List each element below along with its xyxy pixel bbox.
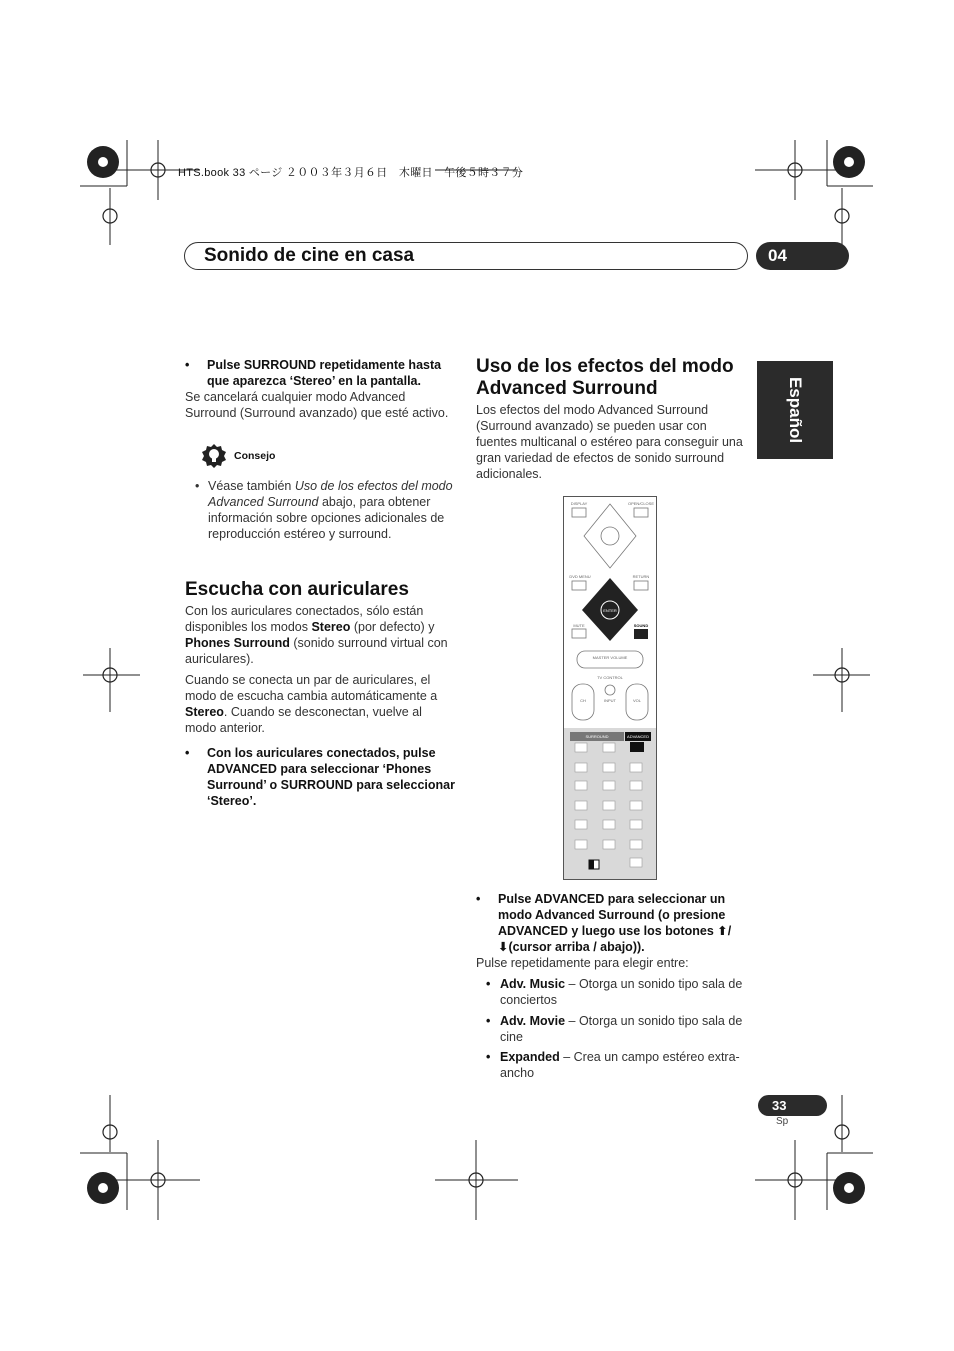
- p1-text-2: (por defecto) y: [350, 620, 435, 634]
- page-number: 33: [758, 1095, 827, 1116]
- remote-sound-label: SOUND: [633, 623, 649, 628]
- tip-italic-ref: Uso de los efectos del modo Advanced Surround: [208, 479, 453, 509]
- remote-enter-label: ENTER: [603, 608, 617, 613]
- headphones-instruction: • Con los auriculares conectados, pulse ADVANCED para seleccionar ‘Phones Surround’ o SURROUND para seleccionar ‘Stereo’.: [185, 746, 455, 808]
- tip-prefix: Véase también: [208, 479, 295, 493]
- headphones-instruction-text: Con los auriculares conectados, pulse ADVANCED para seleccionar ‘Phones Surround’ o SURROUND para seleccionar ‘Stereo’.: [207, 746, 455, 808]
- language-tab: [757, 361, 833, 459]
- option-desc: – Crea un campo estéreo extra-ancho: [500, 1050, 740, 1080]
- section-heading-advanced: Uso de los efectos del modo Advanced Surround: [476, 356, 734, 399]
- advanced-intro: Los efectos del modo Advanced Surround (Surround avanzado) se pueden usar con fuentes multicanal o estéreo para conseguir una gran variedad de efectos de sonido surround adicionales.: [476, 403, 743, 481]
- option-desc: – Otorga un sonido tipo sala de conciertos: [500, 977, 743, 1007]
- list-item: • Adv. Music – Otorga un sonido tipo sala de conciertos: [486, 977, 743, 1007]
- remote-input-label: INPUT: [604, 698, 616, 703]
- p2-text-2: . Cuando se desconectan, vuelve al modo anterior.: [185, 705, 422, 735]
- option-name: Adv. Movie: [500, 1014, 566, 1028]
- page-title: Sonido de cine en casa: [204, 245, 415, 266]
- advanced-options-list: [476, 976, 746, 1086]
- remote-master-volume-label: MASTER VOLUME: [592, 655, 628, 660]
- remote-advanced-label: ADVANCED: [627, 734, 649, 739]
- p2-text: Cuando se conecta un par de auriculares, el modo de escucha cambia automáticamente a: [185, 673, 438, 703]
- list-item: • Adv. Movie – Otorga un sonido tipo sala de cine: [486, 1014, 743, 1044]
- remote-dvd-menu-label: DVD MENU: [569, 574, 591, 579]
- advanced-instruction-body: Pulse repetidamente para elegir entre:: [476, 956, 689, 970]
- option-name: Adv. Music: [500, 977, 566, 991]
- p1-text: Con los auriculares conectados, sólo están disponibles los modos: [185, 604, 424, 634]
- option-desc: – Otorga un sonido tipo sala de cine: [500, 1014, 743, 1044]
- tip-lightbulb-icon: [201, 443, 227, 469]
- bullet-body: Se cancelará cualquier modo Advanced Surround (Surround avanzado) que esté activo.: [185, 390, 449, 420]
- surround-instruction: • Pulse SURROUND repetidamente hasta que aparezca ‘Stereo’ en la pantalla. Se cancelará cualquier modo Advanced Surround (Surround avanzado) que esté activo.: [185, 357, 455, 421]
- page-language-code: Sp: [776, 1116, 789, 1127]
- remote-mute-label: MUTE: [573, 623, 585, 628]
- section-heading-headphones: Escucha con auriculares: [185, 579, 409, 600]
- tip-label: Consejo: [234, 450, 276, 462]
- tip-suffix: abajo, para obtener información sobre opciones adicionales de reproducción estéreo y surround.: [208, 495, 445, 541]
- headphones-paragraph-1: [185, 603, 455, 667]
- p1-phones-surround: Phones Surround: [185, 636, 290, 650]
- remote-display-label: DISPLAY: [570, 501, 588, 506]
- language-label: Español: [786, 376, 805, 444]
- remote-tv-control-label: TV CONTROL: [597, 675, 623, 680]
- list-item: • Expanded – Crea un campo estéreo extra-ancho: [486, 1050, 740, 1080]
- chapter-number: 04: [756, 242, 849, 270]
- advanced-instruction: • Pulse ADVANCED para seleccionar un modo Advanced Surround (o presione ADVANCED y luego use los botones ⬆/⬇(cursor arriba / abajo)).: [476, 892, 732, 954]
- p2-stereo: Stereo: [185, 705, 224, 719]
- remote-surround-label: SURROUND: [585, 734, 609, 739]
- remote-ch-label: CH: [580, 698, 586, 703]
- bullet-title: Pulse SURROUND repetidamente hasta que aparezca ‘Stereo’ en la pantalla.: [207, 358, 442, 388]
- option-name: Expanded: [500, 1050, 560, 1064]
- advanced-instruction-text: Pulse ADVANCED para seleccionar un modo Advanced Surround (o presione ADVANCED y luego use los botones ⬆/⬇(cursor arriba / abajo)).: [498, 892, 732, 954]
- headphones-paragraph-2: [185, 672, 455, 736]
- remote-return-label: RETURN: [632, 574, 650, 579]
- p1-stereo: Stereo: [311, 620, 351, 634]
- print-info-line: HTS.book 33 ページ ２００３年３月６日 木曜日 午後５時３７分: [178, 167, 524, 179]
- remote-control-illustration: [563, 496, 657, 880]
- tip-text: • Véase también Uso de los efectos del modo Advanced Surround abajo, para obtener información sobre opciones adicionales de reproducción estéreo y surround.: [195, 479, 453, 541]
- p1-text-3: (sonido surround virtual con auriculares).: [185, 636, 448, 666]
- remote-open-close-label: OPEN/CLOSE: [627, 501, 655, 506]
- remote-vol-label: VOL: [632, 698, 642, 703]
